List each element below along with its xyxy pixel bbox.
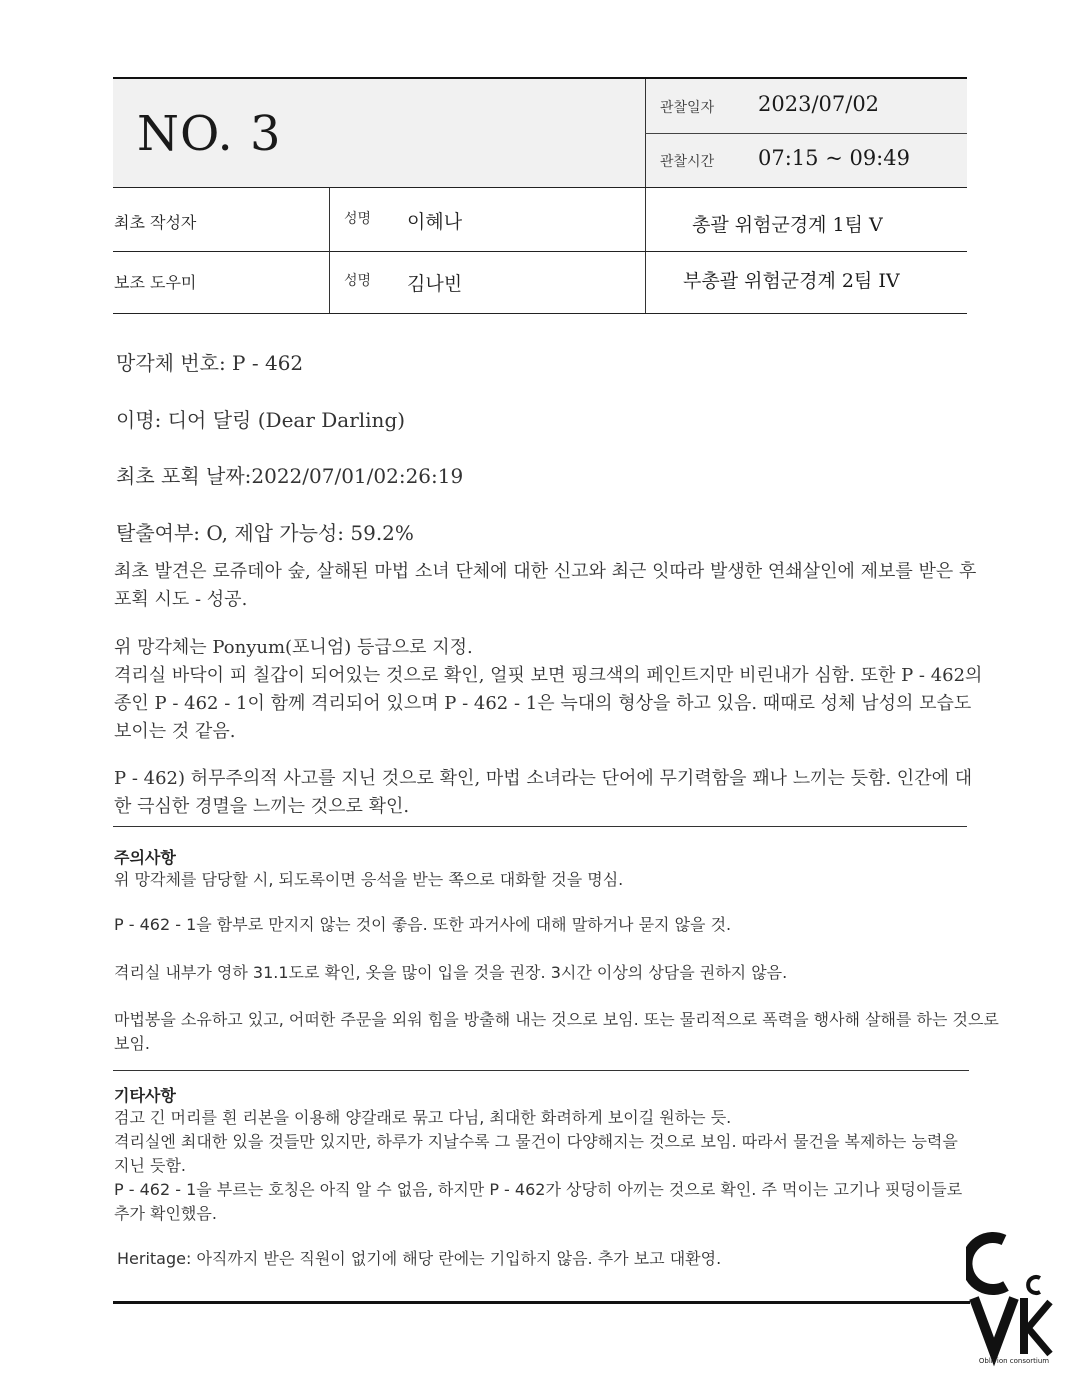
- header-bottom-rule: [113, 187, 967, 188]
- assistant-name: 김나빈: [407, 273, 463, 295]
- role-divider: [329, 188, 330, 313]
- entity-number: 망각체 번호: P - 462: [116, 351, 304, 375]
- caution-item: 위 망각체를 담당할 시, 되도록이면 응석을 받는 쪽으로 대화할 것을 명심.: [114, 870, 624, 889]
- cautions-title: 주의사항: [114, 848, 176, 867]
- others-line: 검고 긴 머리를 흰 리본을 이용해 양갈래로 묶고 다님, 최대한 화려하게 보이길 원하는 듯.: [114, 1108, 732, 1127]
- description-containment: 격리실 바닥이 피 칠갑이 되어있는 것으로 확인, 얼핏 보면 핑크색의 페인트지만 비린내가 심함. 또한 P - 462의 종인 P - 462 - 1이 함께 격리되어 있으며 P - 462 - 1은 늑대의 형상을 하고 있음. 때때로 성체 남성의 모습도 보이는 것 같음.: [114, 665, 983, 742]
- assistant-role: 보조 도우미: [114, 273, 197, 292]
- first-author-name: 이혜나: [407, 211, 463, 233]
- document-number: NO. 3: [137, 106, 282, 162]
- header-mid-rule: [645, 133, 967, 134]
- footer-rule: [113, 1301, 970, 1304]
- observation-time: 07:15 ~ 09:49: [758, 146, 910, 170]
- description-discovery: 최초 발견은 로쥬데아 숲, 살해된 마법 소녀 단체에 대한 신고와 최근 잇따라 발생한 연쇄살인에 제보를 받은 후 포획 시도 - 성공.: [114, 561, 977, 610]
- first-author-team: 총괄 위험군경계 1팀 V: [692, 214, 883, 236]
- others-line: 격리실엔 최대한 있을 것들만 있지만, 하루가 지날수록 그 물건이 다양해지는 것으로 보임. 따라서 물건을 복제하는 능력을 지닌 듯함.: [114, 1132, 958, 1175]
- logo-caption: Oblivion consortium: [978, 1357, 1050, 1365]
- assistant-row-rule: [113, 313, 967, 314]
- header-divider: [645, 79, 646, 313]
- description-grade: 위 망각체는 Ponyum(포니엄) 등급으로 지정.: [114, 637, 473, 658]
- observation-date-label: 관찰일자: [660, 100, 715, 116]
- assistant-name-label: 성명: [344, 273, 372, 289]
- entity-alias: 이명: 디어 달링 (Dear Darling): [116, 408, 406, 432]
- cautions-separator: [113, 826, 967, 827]
- escape-status: 탈출여부: O, 제압 가능성: 59.2%: [116, 521, 414, 545]
- caution-item: 마법봉을 소유하고 있고, 어떠한 주문을 외워 힘을 방출해 내는 것으로 보임. 또는 물리적으로 폭력을 행사해 살해를 하는 것으로 보임.: [114, 1010, 999, 1053]
- observation-date: 2023/07/02: [758, 92, 880, 116]
- first-author-role: 최초 작성자: [114, 213, 197, 232]
- first-author-name-label: 성명: [344, 211, 372, 227]
- others-line: P - 462 - 1을 부르는 호칭은 아직 알 수 없음, 하지만 P - 462가 상당히 아끼는 것으로 확인. 주 먹이는 고기나 핏덩이들로 추가 확인했음.: [114, 1180, 963, 1223]
- others-separator: [113, 1070, 969, 1071]
- description-personality: P - 462) 허무주의적 사고를 지닌 것으로 확인, 마법 소녀라는 단어에 무기력함을 꽤나 느끼는 듯함. 인간에 대한 극심한 경멸을 느끼는 것으로 확인.: [114, 768, 973, 817]
- caution-item: 격리실 내부가 영하 31.1도로 확인, 옷을 많이 입을 것을 권장. 3시간 이상의 상담을 권하지 않음.: [114, 963, 788, 982]
- assistant-team: 부총괄 위험군경계 2팀 IV: [683, 270, 900, 292]
- caution-item: P - 462 - 1을 함부로 만지지 않는 것이 좋음. 또한 과거사에 대해 말하거나 묻지 않을 것.: [114, 915, 732, 934]
- author-row-rule: [113, 251, 967, 252]
- observation-time-label: 관찰시간: [660, 154, 715, 170]
- others-title: 기타사항: [114, 1086, 176, 1105]
- heritage-note: Heritage: 아직까지 받은 직원이 없기에 해당 란에는 기입하지 않음. 추가 보고 대환영.: [117, 1249, 722, 1268]
- first-capture-date: 최초 포획 날짜:2022/07/01/02:26:19: [116, 464, 464, 488]
